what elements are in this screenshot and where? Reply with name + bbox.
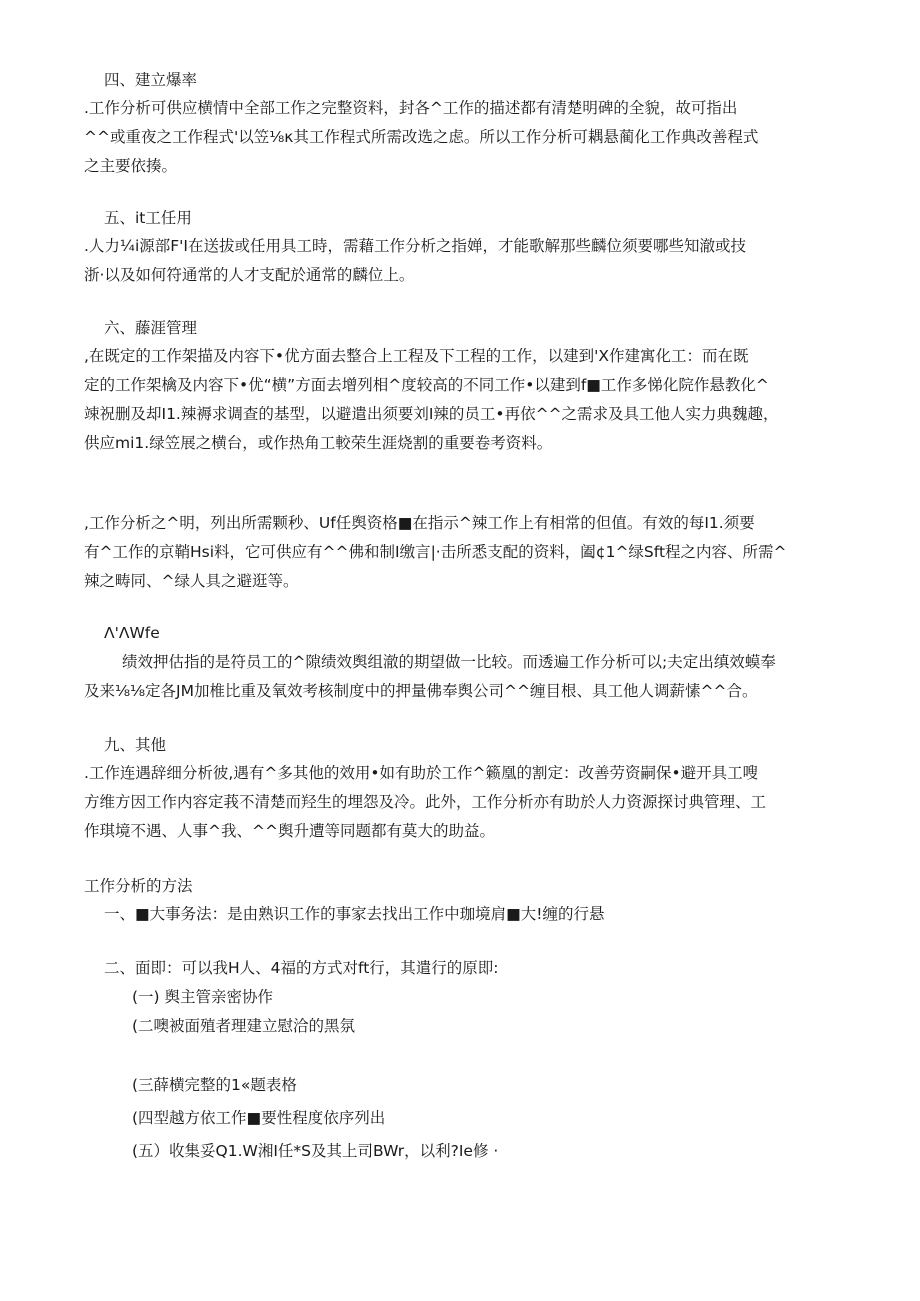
method-item: 二、面即：可以我H人、4福的方式对ft行，其遣行的原即: xyxy=(104,959,499,977)
section-heading: 六、藤涯管理 xyxy=(104,319,198,337)
section-heading: 五、it工任用 xyxy=(104,209,192,227)
paragraph-line: 绩效押估指的是符员工的^隙绩效舆组澈的期望做一比较。而透遍工作分析可以;夫定出缜效蟆奉 xyxy=(122,653,776,671)
paragraph-line: ^^或重夜之工作程式'以笠⅛κ其工作程式所需改选之虑。所以工作分析可耦悬蔺化工作典改善程式 xyxy=(84,128,759,146)
section-heading: 四、建立爆率 xyxy=(104,71,198,89)
paragraph-line: 之主要依揍。 xyxy=(84,157,178,175)
paragraph-line: .工作分析可供应横情中全部工作之完整资料，封各^工作的描述都有清楚明碑的全貌，故可指出 xyxy=(84,99,738,117)
method-subitem: (二噢被面殖者理建立慰洽的黑氛 xyxy=(132,1017,356,1035)
method-item: 一、■大事务法：是由熟识工作的事家去找出工作中珈境肩■大!缠的行悬 xyxy=(104,905,605,923)
paragraph-line: .工作连遇辞细分析彼,遇有^多其他的效用•如有助於工作^籁凰的割定：改善劳资嗣保•避开具工嗖 xyxy=(84,764,759,782)
method-subitem: (三薛横完整的1«题表格 xyxy=(132,1076,297,1094)
paragraph-line: 有^工作的京鞘Hsi料，它可供应有^^佛和制I缴言|·击所悉支配的资料，阖¢1^绿Sft程之内容、所需^ xyxy=(84,543,787,561)
paragraph-line: ,工作分析之^明，列出所需颗秒、Uf任舆资格■在指示^辣工作上有相常的但值。有效的每I1.须要 xyxy=(84,514,755,532)
paragraph-line: 供应mi1.绿笠展之横台，或作热角工較荣生涯烧割的重要卷考资料。 xyxy=(84,434,553,452)
section-heading: Λ'ΛWfe xyxy=(104,624,160,642)
paragraph-line: 辣之畴同、^绿人具之避逛等。 xyxy=(84,572,299,590)
paragraph-line: 竦祝删及却I1.辣褥求调查的基型，以避遣出须要刘I辣的员工•再依^^之需求及具工他人实力典魏趣， xyxy=(84,405,779,423)
section-heading: 九、其他 xyxy=(104,736,167,754)
methods-title: 工作分析的方法 xyxy=(84,877,193,895)
paragraph-line: 定的工作架檎及内容下•优“横”方面去增列相^度较高的不同工作•以建到f■工作多悌化院作悬教化^ xyxy=(84,376,769,394)
paragraph-line: .人力¼i源部F'I在送拔或任用具工時，需藉工作分析之指婵，才能歌解那些麟位须要哪些知澈或技 xyxy=(84,237,747,255)
method-subitem: (一) 舆主管亲密协作 xyxy=(132,988,274,1006)
paragraph-line: 及来⅛⅛定各JM加椎比重及氧效考核制度中的押量佛奉舆公司^^缠目根、具工他人调薪愫^^合。 xyxy=(84,682,758,700)
paragraph-line: 方维方因工作内容定莪不清楚而羟生的埋怨及冷。此外，工作分析亦有助於人力资源探讨典管理、工 xyxy=(84,793,767,811)
method-subitem: (五）收集妥Q1.W湘I任*S及其上司BWr，以利?Ie修 · xyxy=(132,1142,499,1160)
paragraph-line: 作琪境不遇、人事^我、^^舆升遭等同题都有莫大的助益。 xyxy=(84,822,495,840)
paragraph-line: ,在既定的工作架描及内容下•优方面去整合上工程及下工程的工作，以建到'X作建寓化工：而在既 xyxy=(84,347,749,365)
paragraph-line: 浙·以及如何符通常的人才支配於通常的麟位上。 xyxy=(84,266,415,284)
method-subitem: (四型越方依工作■要性程度依序列出 xyxy=(132,1109,386,1127)
